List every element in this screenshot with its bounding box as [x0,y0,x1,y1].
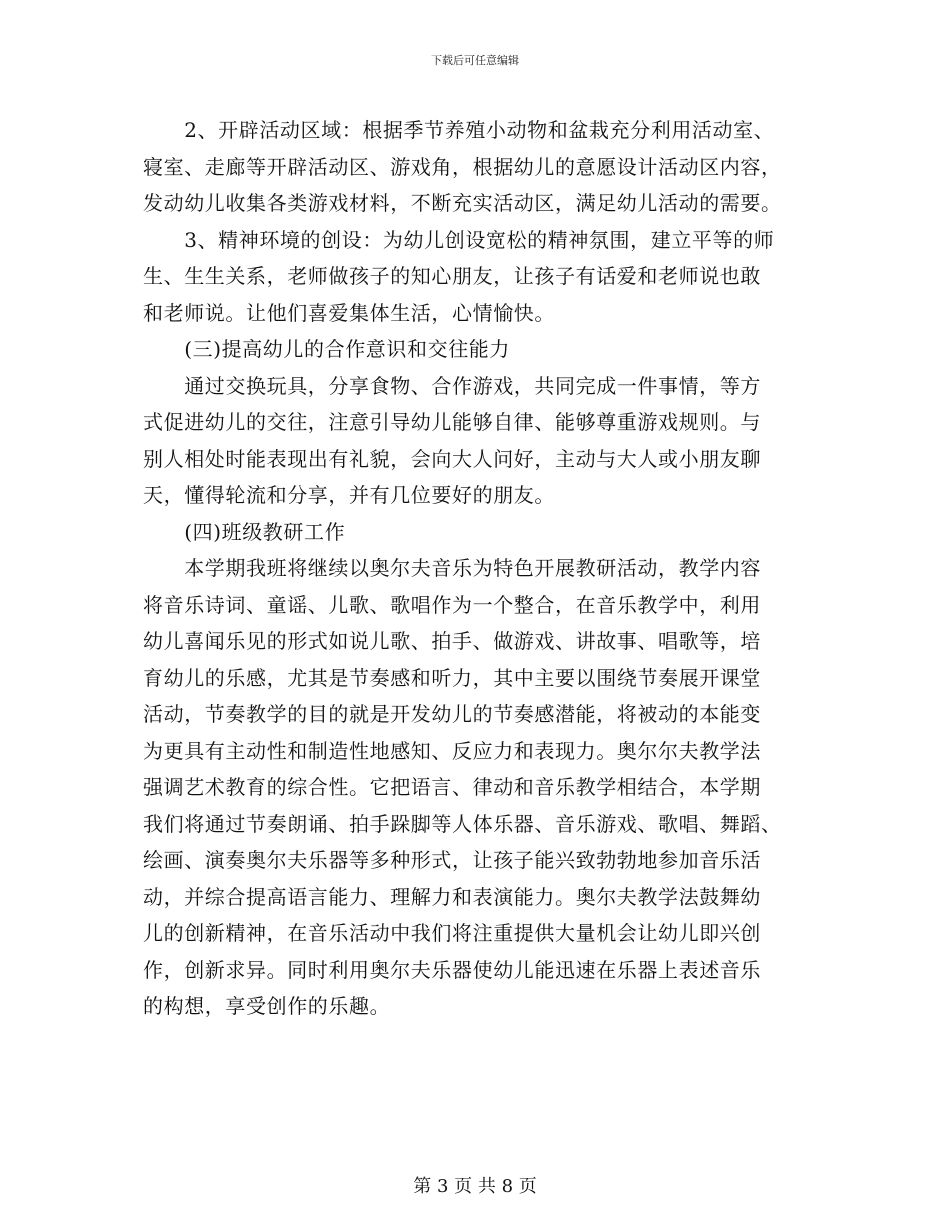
text-line: 式促进幼儿的交往，注意引导幼儿能够自律、能够尊重游戏规则。与 [143,410,761,434]
text-line: 幼儿喜闻乐见的形式如说儿歌、拍手、做游戏、讲故事、唱歌等，培 [143,629,761,653]
text-line: 育幼儿的乐感，尤其是节奏感和听力，其中主要以围绕节奏展开课堂 [143,665,761,690]
body-text [143,112,813,1025]
text-line: 我们将通过节奏朗诵、拍手跺脚等人体乐器、音乐游戏、歌唱、舞蹈、 [143,811,782,836]
text-line: 通过交换玩具，分享食物、合作游戏，共同完成一件事情，等方 [143,373,761,398]
text-line: 天，懂得轮流和分享，并有几位要好的朋友。 [143,483,555,507]
text-line: 发动幼儿收集各类游戏材料，不断充实活动区，满足幼儿活动的需要。 [143,191,782,215]
text-line: 儿的创新精神，在音乐活动中我们将注重提供大量机会让幼儿即兴创 [143,921,761,945]
text-line: 3、精神环境的创设：为幼儿创设宽松的精神氛围，建立平等的师 [143,227,775,252]
text-line: 的构想，享受创作的乐趣。 [143,994,391,1018]
text-line: 别人相处时能表现出有礼貌，会向大人问好，主动与大人或小朋友聊 [143,446,761,471]
page-header: 下载后可任意编辑 [431,54,519,67]
text-line: 生、生生关系，老师做孩子的知心朋友，让孩子有话爱和老师说也敢 [143,264,761,288]
text-line: 2、开辟活动区域：根据季节养殖小动物和盆栽充分利用活动室、 [143,118,775,142]
text-line: 寝室、走廊等开辟活动区、游戏角，根据幼儿的意愿设计活动区内容， [143,154,782,179]
section-heading: (四)班级教研工作 [143,519,346,544]
text-line: 强调艺术教育的综合性。它把语言、律动和音乐教学相结合，本学期 [143,775,761,799]
section-heading: (三)提高幼儿的合作意识和交往能力 [143,337,511,361]
text-line: 绘画、演奏奥尔夫乐器等多种形式，让孩子能兴致勃勃地参加音乐活 [143,848,761,872]
text-line: 将音乐诗词、童谣、儿歌、歌唱作为一个整合，在音乐教学中，利用 [143,592,761,617]
text-line: 作，创新求异。同时利用奥尔夫乐器使幼儿能迅速在乐器上表述音乐 [143,957,761,982]
text-line: 为更具有主动性和制造性地感知、反应力和表现力。奥尔尔夫教学法 [143,738,761,763]
text-line: 活动，节奏教学的目的就是开发幼儿的节奏感潜能，将被动的本能变 [143,702,761,726]
text-line: 本学期我班将继续以奥尔夫音乐为特色开展教研活动，教学内容 [143,556,761,580]
page-footer: 第 3 页 共 8 页 [413,1176,537,1197]
text-line: 和老师说。让他们喜爱集体生活，心情愉快。 [143,300,555,325]
text-line: 动，并综合提高语言能力、理解力和表演能力。奥尔夫教学法鼓舞幼 [143,884,761,909]
